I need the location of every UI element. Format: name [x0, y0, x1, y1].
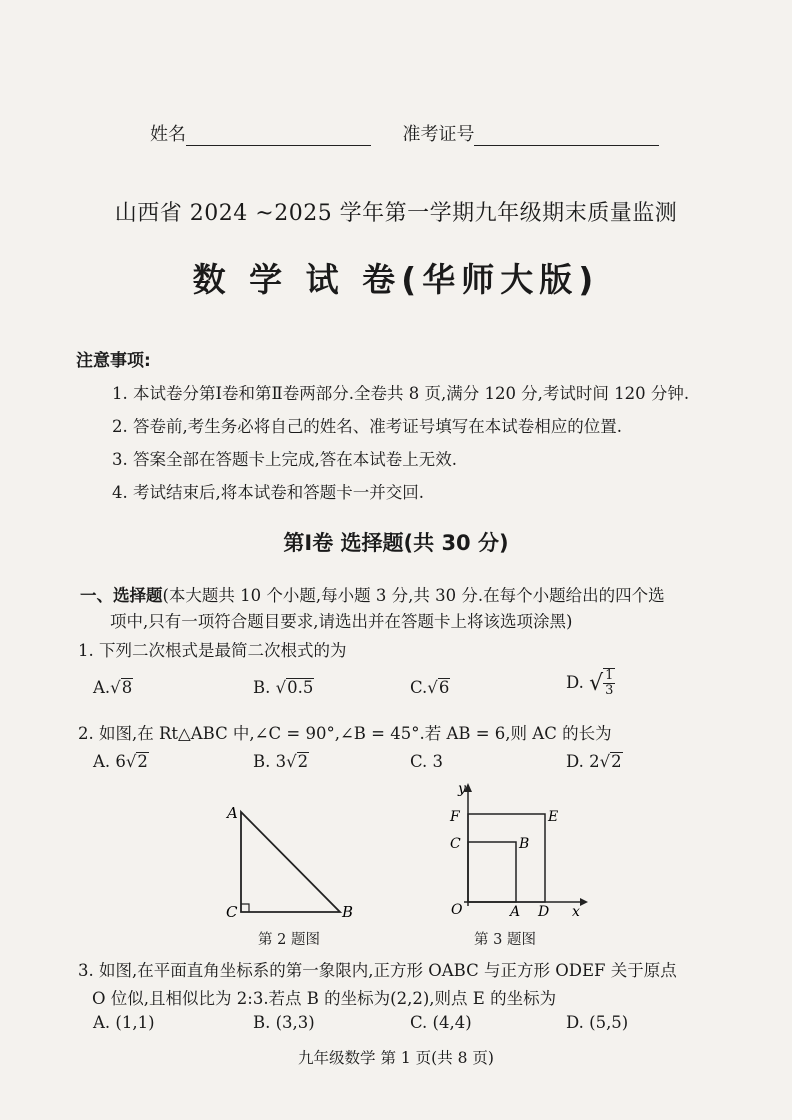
fig3-label-b: B [519, 836, 530, 852]
name-blank [186, 127, 371, 146]
figure-3-squares [440, 778, 590, 923]
notes-heading: 注意事项: [76, 351, 151, 371]
question-3-stem-line1: 3. 如图,在平面直角坐标系的第一象限内,正方形 OABC 与正方形 ODEF 关于原点 [78, 961, 677, 980]
question-1-stem: 1. 下列二次根式是最简二次根式的为 [78, 641, 347, 660]
q3-option-c: C. (4,4) [410, 1013, 472, 1032]
fig2-label-b: B [342, 903, 354, 921]
fig2-label-a: A [227, 804, 238, 822]
fig3-label-a: A [510, 904, 521, 920]
instruction-line1: (本大题共 10 个小题,每小题 3 分,共 30 分.在每个小题给出的四个选 [162, 586, 665, 605]
fig2-label-c: C [226, 903, 238, 921]
q1-option-d: D. √ $\frac{1}{3}$ [566, 668, 614, 699]
section-instruction [80, 582, 665, 606]
exam-subtitle: 山西省 2024 ~2025 学年第一学期九年级期末质量监测 [114, 201, 678, 226]
fig3-label-o: O [451, 902, 463, 918]
question-2-stem: 2. 如图,在 Rt△ABC 中,∠C = 90°,∠B = 45°.若 AB = 6,则 AC 的长为 [78, 724, 612, 743]
figure-2-caption: 第 2 题图 [258, 932, 320, 948]
q2-option-a: A. 6√2 [93, 752, 148, 771]
q3-option-a: A. (1,1) [93, 1013, 155, 1032]
question-3-stem-line2: O 位似,且相似比为 2:3.若点 B 的坐标为(2,2),则点 E 的坐标为 [92, 989, 557, 1008]
q1-option-c: C.√6 [410, 678, 450, 697]
right-angle-mark [241, 904, 249, 912]
note-item: 1. 本试卷分第Ⅰ卷和第Ⅱ卷两部分.全卷共 8 页,满分 120 分,考试时间 120 分钟. [112, 384, 690, 403]
fig3-label-y: y [458, 781, 466, 797]
q3-option-d: D. (5,5) [566, 1013, 629, 1032]
q2-option-c: C. 3 [410, 752, 444, 771]
fig3-label-x: x [572, 904, 580, 920]
exam-title: 数 学 试 卷(华师大版) [192, 260, 600, 299]
q2-option-d: D. 2√2 [566, 752, 622, 771]
x-axis-arrow [580, 898, 588, 906]
candidate-info-row [150, 120, 659, 146]
q1-option-b: B. √0.5 [253, 678, 314, 697]
exam-id-label: 准考证号 [402, 124, 475, 145]
square-oabc [468, 842, 516, 902]
instruction-label: 一、选择题 [80, 586, 163, 605]
fig3-label-f: F [450, 809, 460, 825]
q3-option-b: B. (3,3) [253, 1013, 315, 1032]
square-odef [468, 814, 545, 902]
triangle-abc [241, 812, 340, 912]
q2-option-b: B. 3√2 [253, 752, 309, 771]
exam-id-blank [474, 127, 659, 146]
instruction-line2: 项中,只有一项符合题目要求,请选出并在答题卡上将该选项涂黑) [110, 612, 573, 631]
fig3-label-d: D [538, 904, 550, 920]
note-item: 2. 答卷前,考生务必将自己的姓名、准考证号填写在本试卷相应的位置. [112, 417, 622, 436]
section-heading: 第Ⅰ卷 选择题(共 30 分) [283, 531, 509, 555]
page-footer: 九年级数学 第 1 页(共 8 页) [298, 1049, 494, 1067]
name-label: 姓名 [150, 124, 186, 145]
note-item: 3. 答案全部在答题卡上完成,答在本试卷上无效. [112, 450, 457, 469]
q1-option-a: A.√8 [93, 678, 133, 697]
fig3-label-c: C [450, 836, 461, 852]
figure-2-triangle [215, 800, 365, 925]
figure-3-caption: 第 3 题图 [474, 932, 536, 948]
fig3-label-e: E [548, 809, 559, 825]
note-item: 4. 考试结束后,将本试卷和答题卡一并交回. [112, 483, 424, 502]
